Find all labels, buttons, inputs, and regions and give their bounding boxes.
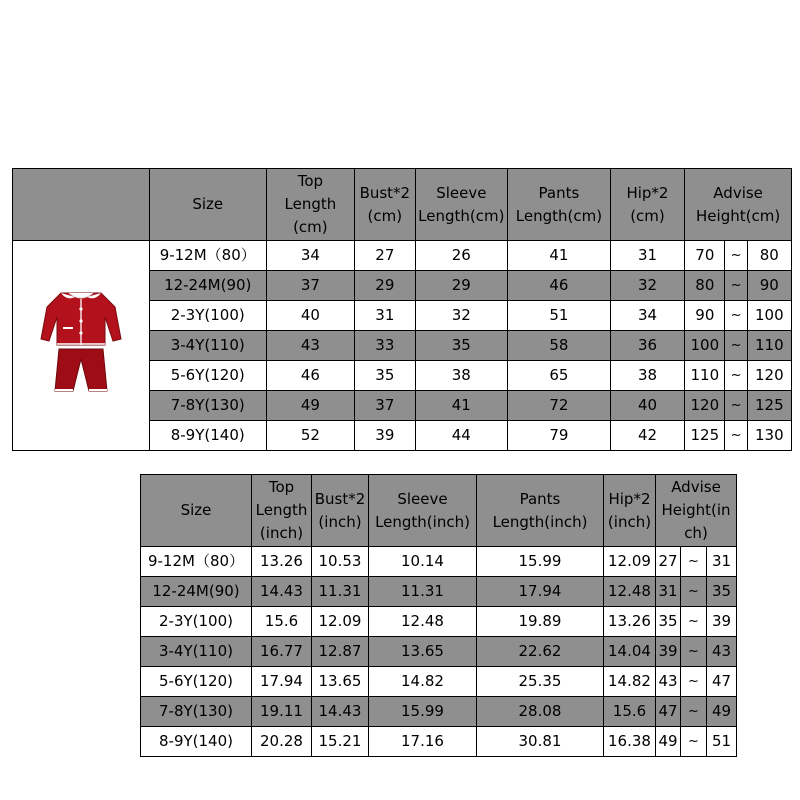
header-top-length: Top Length (cm) [266,169,355,241]
cell-top: 17.94 [252,667,312,697]
cell-h-to: 51 [707,727,737,757]
cell-size: 7-8Y(130) [149,391,266,421]
cell-size: 8-9Y(140) [141,727,252,757]
header-bust: Bust*2 (inch) [312,475,369,547]
table-row [141,577,737,607]
header-bust: Bust*2 (cm) [355,169,415,241]
cell-h-from: 39 [656,637,681,667]
cell-h-to: 47 [707,667,737,697]
cell-sleeve: 26 [415,241,508,271]
pajama-pants [55,349,107,391]
cell-h-from: 110 [685,361,725,391]
table-row [141,727,737,757]
table-row [13,241,792,271]
header-row [13,169,792,241]
cell-sleeve: 13.65 [369,637,477,667]
cell-h-to: 39 [707,607,737,637]
size-chart-inch [140,474,737,757]
cell-range-separator: ~ [725,421,747,451]
cell-range-separator: ~ [681,727,707,757]
product-image-cell [13,241,150,451]
cell-hip: 12.48 [604,577,656,607]
cell-range-separator: ~ [681,577,707,607]
cell-h-to: 49 [707,697,737,727]
cell-h-to: 90 [747,271,791,301]
cell-h-from: 47 [656,697,681,727]
cell-top: 46 [266,361,355,391]
cell-hip: 12.09 [604,547,656,577]
header-advise-height: Advise Height(in ch) [656,475,737,547]
cell-sleeve: 32 [415,301,508,331]
header-advise-height: Advise Height(cm) [685,169,792,241]
cell-bust: 12.09 [312,607,369,637]
cell-h-from: 35 [656,607,681,637]
cell-top: 14.43 [252,577,312,607]
cell-bust: 27 [355,241,415,271]
cell-size: 5-6Y(120) [141,667,252,697]
cell-pants: 28.08 [477,697,604,727]
header-hip: Hip*2 (cm) [610,169,684,241]
cell-h-from: 100 [685,331,725,361]
header-sleeve: Sleeve Length(inch) [369,475,477,547]
cell-top: 49 [266,391,355,421]
header-sleeve: Sleeve Length(cm) [415,169,508,241]
cell-hip: 16.38 [604,727,656,757]
cell-pants: 79 [508,421,611,451]
cell-size: 9-12M（80） [149,241,266,271]
cell-sleeve: 29 [415,271,508,301]
cell-h-to: 120 [747,361,791,391]
cell-bust: 12.87 [312,637,369,667]
cell-bust: 10.53 [312,547,369,577]
cell-sleeve: 44 [415,421,508,451]
cell-bust: 39 [355,421,415,451]
header-row [141,475,737,547]
header-pants: Pants Length(inch) [477,475,604,547]
cell-top: 52 [266,421,355,451]
cell-hip: 38 [610,361,684,391]
cell-h-to: 125 [747,391,791,421]
cell-size: 12-24M(90) [141,577,252,607]
cell-hip: 34 [610,301,684,331]
cell-pants: 30.81 [477,727,604,757]
cell-h-from: 80 [685,271,725,301]
cell-size: 7-8Y(130) [141,697,252,727]
cell-h-from: 90 [685,301,725,331]
header-pants: Pants Length(cm) [508,169,611,241]
cell-size: 2-3Y(100) [149,301,266,331]
cell-sleeve: 38 [415,361,508,391]
cell-sleeve: 15.99 [369,697,477,727]
cell-bust: 14.43 [312,697,369,727]
cell-top: 13.26 [252,547,312,577]
cell-range-separator: ~ [681,637,707,667]
cell-h-to: 130 [747,421,791,451]
header-top-length: Top Length (inch) [252,475,312,547]
cell-h-from: 43 [656,667,681,697]
cell-pants: 65 [508,361,611,391]
cell-top: 43 [266,331,355,361]
cell-size: 2-3Y(100) [141,607,252,637]
cell-size: 9-12M（80） [141,547,252,577]
table-row [141,667,737,697]
cell-bust: 31 [355,301,415,331]
cell-top: 19.11 [252,697,312,727]
cell-size: 8-9Y(140) [149,421,266,451]
cell-size: 5-6Y(120) [149,361,266,391]
cell-range-separator: ~ [725,241,747,271]
cell-h-from: 120 [685,391,725,421]
header-size: Size [149,169,266,241]
header-hip: Hip*2 (inch) [604,475,656,547]
pajama-top [41,293,121,345]
cell-range-separator: ~ [681,607,707,637]
cell-hip: 14.04 [604,637,656,667]
cell-bust: 11.31 [312,577,369,607]
cell-range-separator: ~ [725,361,747,391]
cell-bust: 29 [355,271,415,301]
cell-pants: 51 [508,301,611,331]
cell-top: 16.77 [252,637,312,667]
cell-bust: 37 [355,391,415,421]
cell-range-separator: ~ [725,391,747,421]
cell-h-to: 35 [707,577,737,607]
cell-top: 20.28 [252,727,312,757]
cell-pants: 72 [508,391,611,421]
cell-sleeve: 10.14 [369,547,477,577]
table-row [141,697,737,727]
cell-h-from: 27 [656,547,681,577]
size-chart-cm [12,168,792,451]
cell-sleeve: 17.16 [369,727,477,757]
header-size: Size [141,475,252,547]
cell-h-to: 31 [707,547,737,577]
cell-top: 40 [266,301,355,331]
cell-hip: 42 [610,421,684,451]
cell-h-to: 80 [747,241,791,271]
cell-hip: 15.6 [604,697,656,727]
cell-top: 34 [266,241,355,271]
cell-hip: 40 [610,391,684,421]
cell-range-separator: ~ [681,667,707,697]
cell-bust: 35 [355,361,415,391]
cell-sleeve: 35 [415,331,508,361]
cell-size: 12-24M(90) [149,271,266,301]
cell-h-to: 110 [747,331,791,361]
cell-sleeve: 11.31 [369,577,477,607]
cell-h-from: 70 [685,241,725,271]
cell-h-from: 31 [656,577,681,607]
cell-pants: 15.99 [477,547,604,577]
cell-sleeve: 12.48 [369,607,477,637]
cell-pants: 58 [508,331,611,361]
cell-pants: 17.94 [477,577,604,607]
cell-sleeve: 41 [415,391,508,421]
cell-hip: 32 [610,271,684,301]
cell-range-separator: ~ [725,331,747,361]
pajama-image [39,287,123,397]
cell-pants: 41 [508,241,611,271]
cell-top: 15.6 [252,607,312,637]
cell-hip: 14.82 [604,667,656,697]
cell-pants: 19.89 [477,607,604,637]
cell-range-separator: ~ [681,547,707,577]
cell-size: 3-4Y(110) [141,637,252,667]
cell-range-separator: ~ [681,697,707,727]
cell-hip: 31 [610,241,684,271]
cell-bust: 33 [355,331,415,361]
table-row [141,637,737,667]
cell-range-separator: ~ [725,301,747,331]
cell-sleeve: 14.82 [369,667,477,697]
table-row [141,607,737,637]
cell-pants: 25.35 [477,667,604,697]
cell-h-from: 125 [685,421,725,451]
cell-bust: 15.21 [312,727,369,757]
cell-size: 3-4Y(110) [149,331,266,361]
cell-bust: 13.65 [312,667,369,697]
cell-pants: 22.62 [477,637,604,667]
cell-top: 37 [266,271,355,301]
cell-hip: 13.26 [604,607,656,637]
image-header-cell [13,169,150,241]
cell-hip: 36 [610,331,684,361]
cell-h-to: 100 [747,301,791,331]
table-row [141,547,737,577]
cell-h-from: 49 [656,727,681,757]
cell-range-separator: ~ [725,271,747,301]
cell-pants: 46 [508,271,611,301]
cell-h-to: 43 [707,637,737,667]
